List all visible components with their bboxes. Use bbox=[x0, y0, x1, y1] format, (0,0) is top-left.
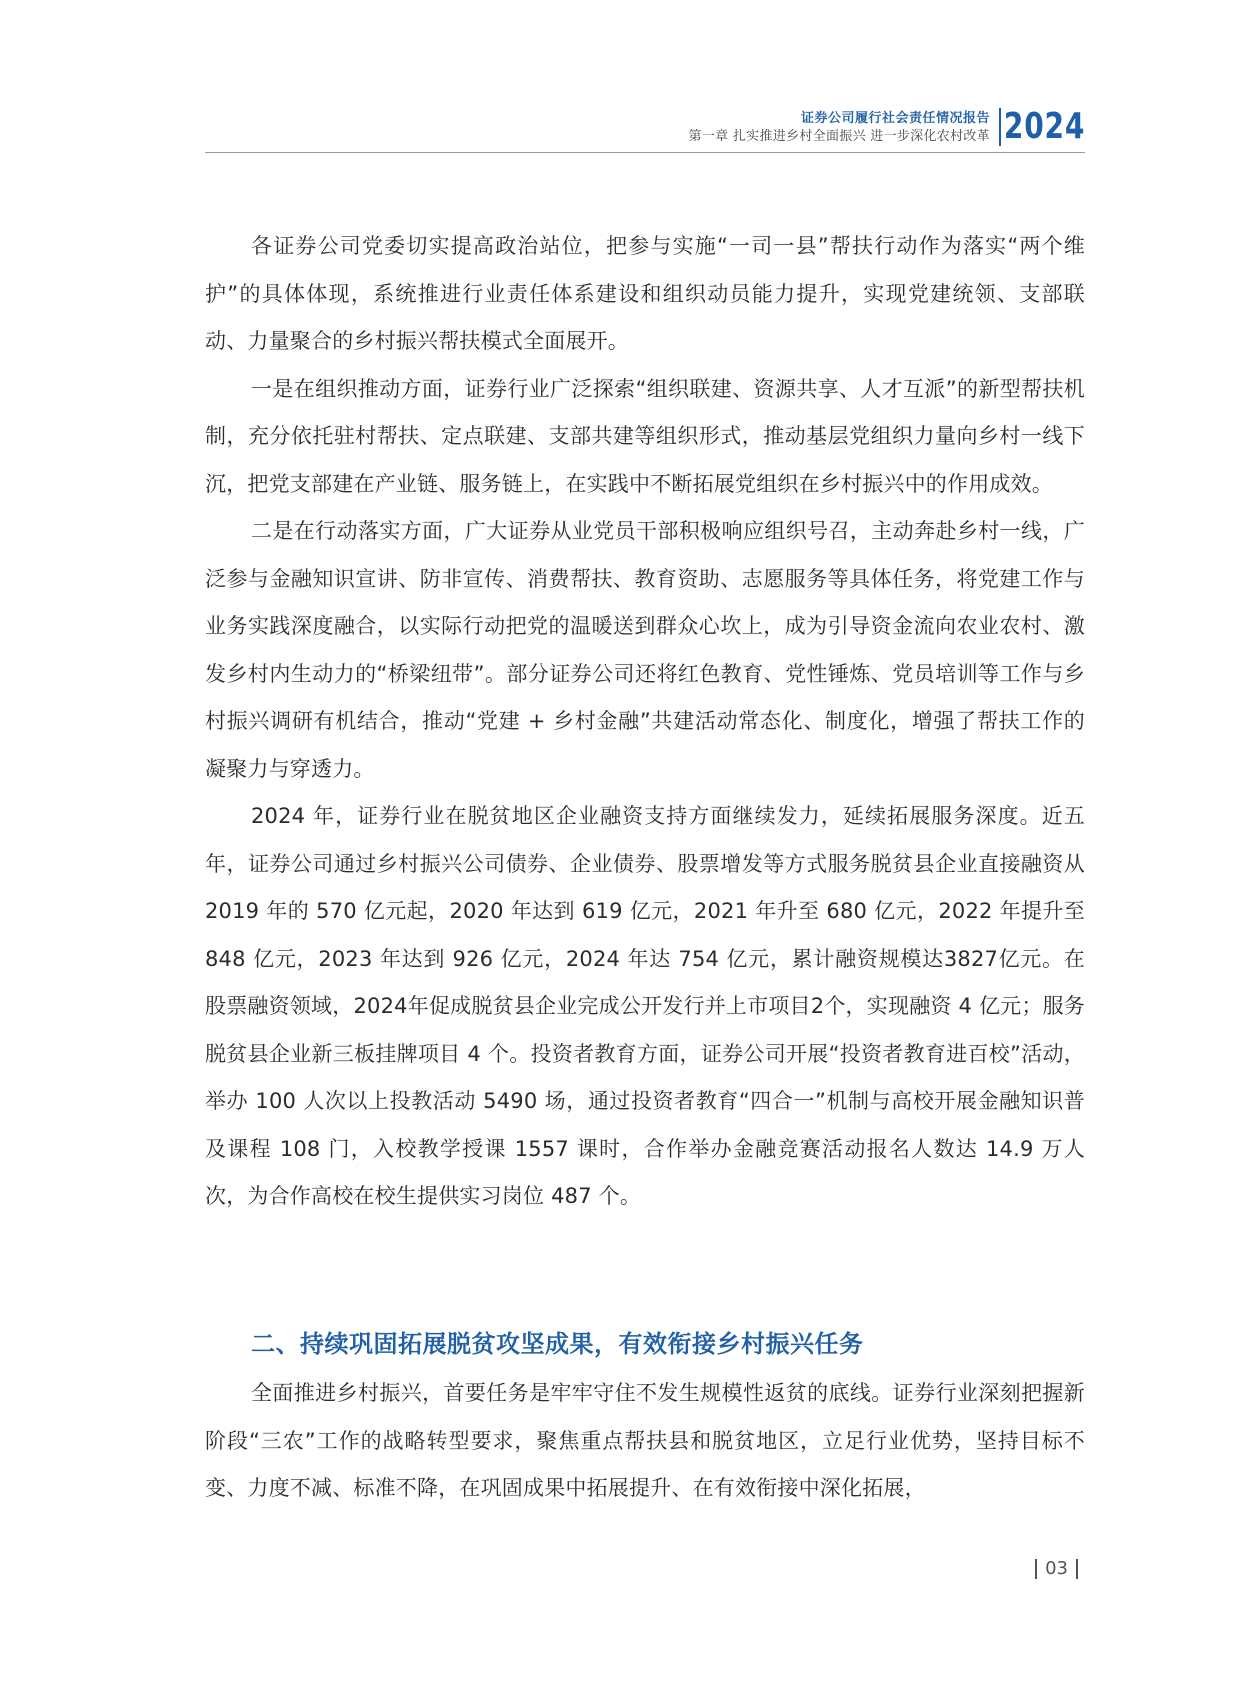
chapter-title: 第一章 扎实推进乡村全面振兴 进一步深化农村改革 bbox=[688, 129, 990, 144]
report-year: 2024 bbox=[1003, 106, 1085, 147]
body-text bbox=[205, 223, 1085, 1221]
footer-bar-right bbox=[1076, 1559, 1078, 1579]
section-body bbox=[205, 1370, 1085, 1513]
paragraph: 各证券公司党委切实提高政治站位，把参与实施“一司一县”帮扶行动作为落实“两个维护”的具体体现，系统推进行业责任体系建设和组织动员能力提升，实现党建统领、支部联动、力量聚合的乡村振兴帮扶模式全面展开。 bbox=[205, 234, 1085, 353]
paragraph: 一是在组织推动方面，证券行业广泛探索“组织联建、资源共享、人才互派”的新型帮扶机制，充分依托驻村帮扶、定点联建、支部共建等组织形式，推动基层党组织力量向乡村一线下沉，把党支部建在产业链、服务链上，在实践中不断拓展党组织在乡村振兴中的作用成效。 bbox=[205, 376, 1085, 496]
page-header bbox=[205, 104, 1085, 152]
section-heading: 二、持续巩固拓展脱贫攻坚成果，有效衔接乡村振兴任务 bbox=[251, 1330, 864, 1358]
paragraph: 二是在行动落实方面，广大证券从业党员干部积极响应组织号召，主动奔赴乡村一线，广泛参与金融知识宣讲、防非宣传、消费帮扶、教育资助、志愿服务等具体任务，将党建工作与业务实践深度融合，以实际行动把党的温暖送到群众心坎上，成为引导资金流向农业农村、激发乡村内生动力的“桥梁纽带”。部分证券公司还将红色教育、党性锤炼、党员培训等工作与乡村振兴调研有机结合，推动“党建 + 乡村金融”共建活动常态化、制度化，增强了帮扶工作的凝聚力与穿透力。 bbox=[205, 519, 1085, 781]
report-title: 证券公司履行社会责任情况报告 bbox=[800, 111, 990, 126]
footer-bar-left bbox=[1035, 1559, 1037, 1579]
header-divider bbox=[999, 108, 1001, 146]
page-number: 03 bbox=[1045, 1558, 1068, 1579]
header-text bbox=[689, 110, 990, 146]
paragraph: 全面推进乡村振兴，首要任务是牢牢守住不发生规模性返贫的底线。证券行业深刻把握新阶段“三农”工作的战略转型要求，聚焦重点帮扶县和脱贫地区，立足行业优势，坚持目标不变、力度不减、标准不降，在巩固成果中拓展提升、在有效衔接中深化拓展， bbox=[205, 1381, 1085, 1500]
page-footer bbox=[1027, 1558, 1086, 1579]
paragraph: 2024 年，证券行业在脱贫地区企业融资支持方面继续发力，延续拓展服务深度。近五年，证券公司通过乡村振兴公司债券、企业债券、股票增发等方式服务脱贫县企业直接融资从 2019 年的 570 亿元起，2020 年达到 619 亿元，2021 年升至 680 亿元，2022 年提升至 848 亿元，2023 年达到 926 亿元，2024 年达 754 亿元，累计融资规模达3827亿元。在股票融资领域，2024年促成脱贫县企业完成公开发行并上市项目2个，实现融资 4 亿元；服务脱贫县企业新三板挂牌项目 4 个。投资者教育方面，证券公司开展“投资者教育进百校”活动，举办 100 人次以上投教活动 5490 场，通过投资者教育“四合一”机制与高校开展金融知识普及课程 108 门，入校教学授课 1557 课时，合作举办金融竞赛活动报名人数达 14.9 万人次，为合作高校在校生提供实习岗位 487 个。 bbox=[205, 804, 1085, 1208]
header-rule bbox=[205, 152, 1085, 153]
